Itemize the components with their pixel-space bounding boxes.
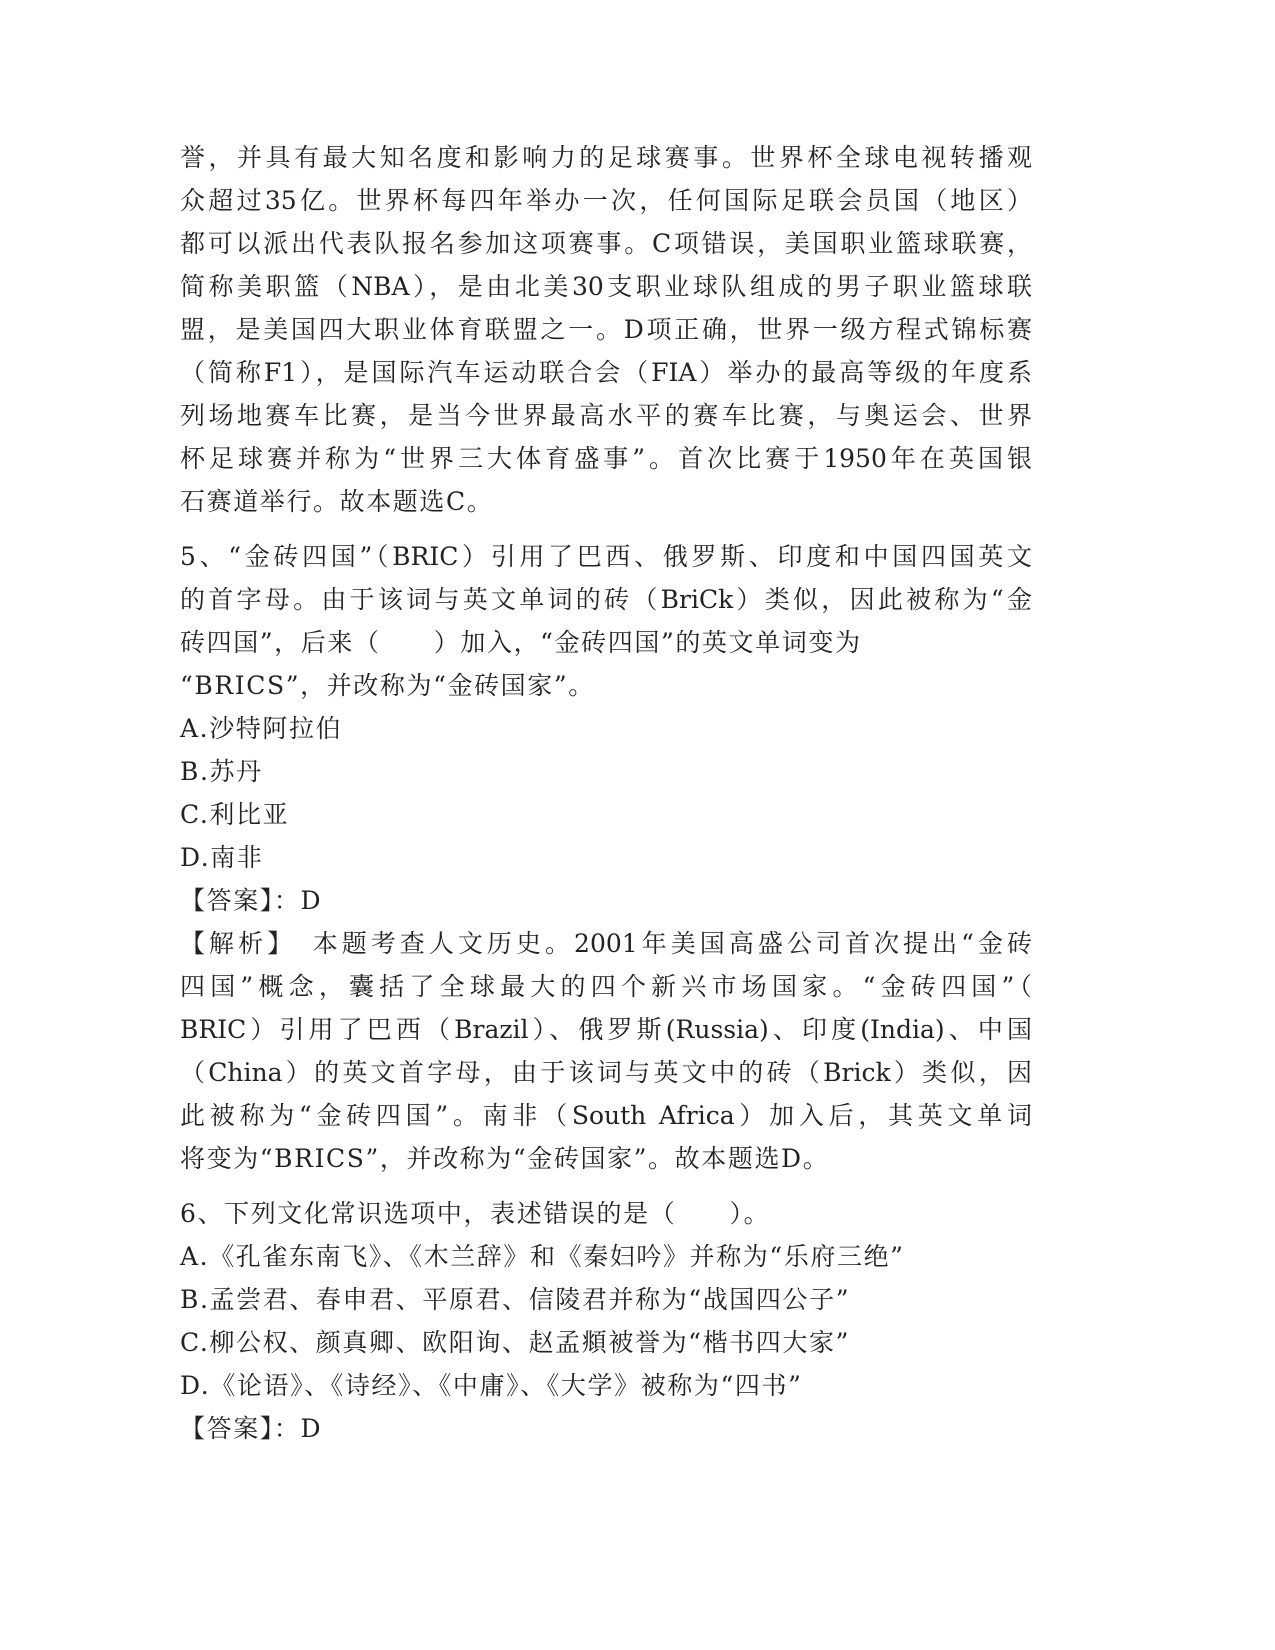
question-6 (180, 1192, 1032, 1450)
option-d: D.《论语》、《诗经》、《中庸》、《大学》被称为“四书” (180, 1371, 803, 1400)
analysis-line: 【解析】 本题考查人文历史。2001年美国高盛公司首次提出“金砖 (180, 929, 1032, 958)
question-stem-line: “BRICS”，并改称为“金砖国家”。 (180, 671, 595, 700)
text-line: 众超过35亿。世界杯每四年举办一次，任何国际足联会员国（地区） (180, 186, 1032, 215)
option-d: D.南非 (180, 843, 264, 872)
question-stem-line: 的首字母。由于该词与英文单词的砖（BriCk）类似，因此被称为“金 (180, 585, 1032, 614)
spacer (180, 1180, 1032, 1192)
question-stem-line: 5、“金砖四国”（BRIC）引用了巴西、俄罗斯、印度和中国四国英文 (180, 542, 1032, 571)
answer-line: 【答案】：D (180, 1414, 323, 1443)
text-line: 誉，并具有最大知名度和影响力的足球赛事。世界杯全球电视转播观 (180, 143, 1032, 172)
analysis-line: 四国”概念，囊括了全球最大的四个新兴市场国家。“金砖四国”（ (180, 972, 1032, 1001)
analysis-line: BRIC）引用了巴西（Brazil）、俄罗斯(Russia)、印度(India)、中国 (180, 1015, 1032, 1044)
text-line: 盟，是美国四大职业体育联盟之一。D项正确，世界一级方程式锦标赛 (180, 315, 1032, 344)
option-a: A.《孔雀东南飞》、《木兰辞》和《秦妇吟》并称为“乐府三绝” (180, 1242, 905, 1271)
option-c: C.柳公权、颜真卿、欧阳询、赵孟頫被誉为“楷书四大家” (180, 1328, 850, 1357)
question-stem-line: 砖四国”，后来（ ）加入，“金砖四国”的英文单词变为 (180, 628, 862, 657)
text-line: 杯足球赛并称为“世界三大体育盛事”。首次比赛于1950年在英国银 (180, 444, 1032, 473)
q4-explanation-continued (180, 136, 1032, 523)
option-a: A.沙特阿拉伯 (180, 714, 343, 743)
question-stem-line: 6、下列文化常识选项中，表述错误的是（ ）。 (180, 1199, 771, 1228)
answer-line: 【答案】：D (180, 886, 323, 915)
option-b: B.苏丹 (180, 757, 263, 786)
text-line: 列场地赛车比赛，是当今世界最高水平的赛车比赛，与奥运会、世界 (180, 401, 1032, 430)
text-line: 简称美职篮（NBA），是由北美30支职业球队组成的男子职业篮球联 (180, 272, 1032, 301)
text-line: 石赛道举行。故本题选C。 (180, 487, 494, 516)
spacer (180, 523, 1032, 535)
text-line: （简称F1），是国际汽车运动联合会（FIA）举办的最高等级的年度系 (180, 358, 1032, 387)
analysis-line: 此被称为“金砖四国”。南非（South Africa）加入后，其英文单词 (180, 1101, 1032, 1130)
option-b: B.孟尝君、春申君、平原君、信陵君并称为“战国四公子” (180, 1285, 851, 1314)
text-line: 都可以派出代表队报名参加这项赛事。C项错误，美国职业篮球联赛， (180, 229, 1032, 258)
document-page (180, 136, 1032, 1450)
question-5 (180, 535, 1032, 1180)
option-c: C.利比亚 (180, 800, 290, 829)
analysis-line: （China）的英文首字母，由于该词与英文中的砖（Brick）类似，因 (180, 1058, 1032, 1087)
analysis-line: 将变为“BRICS”，并改称为“金砖国家”。故本题选D。 (180, 1144, 830, 1173)
